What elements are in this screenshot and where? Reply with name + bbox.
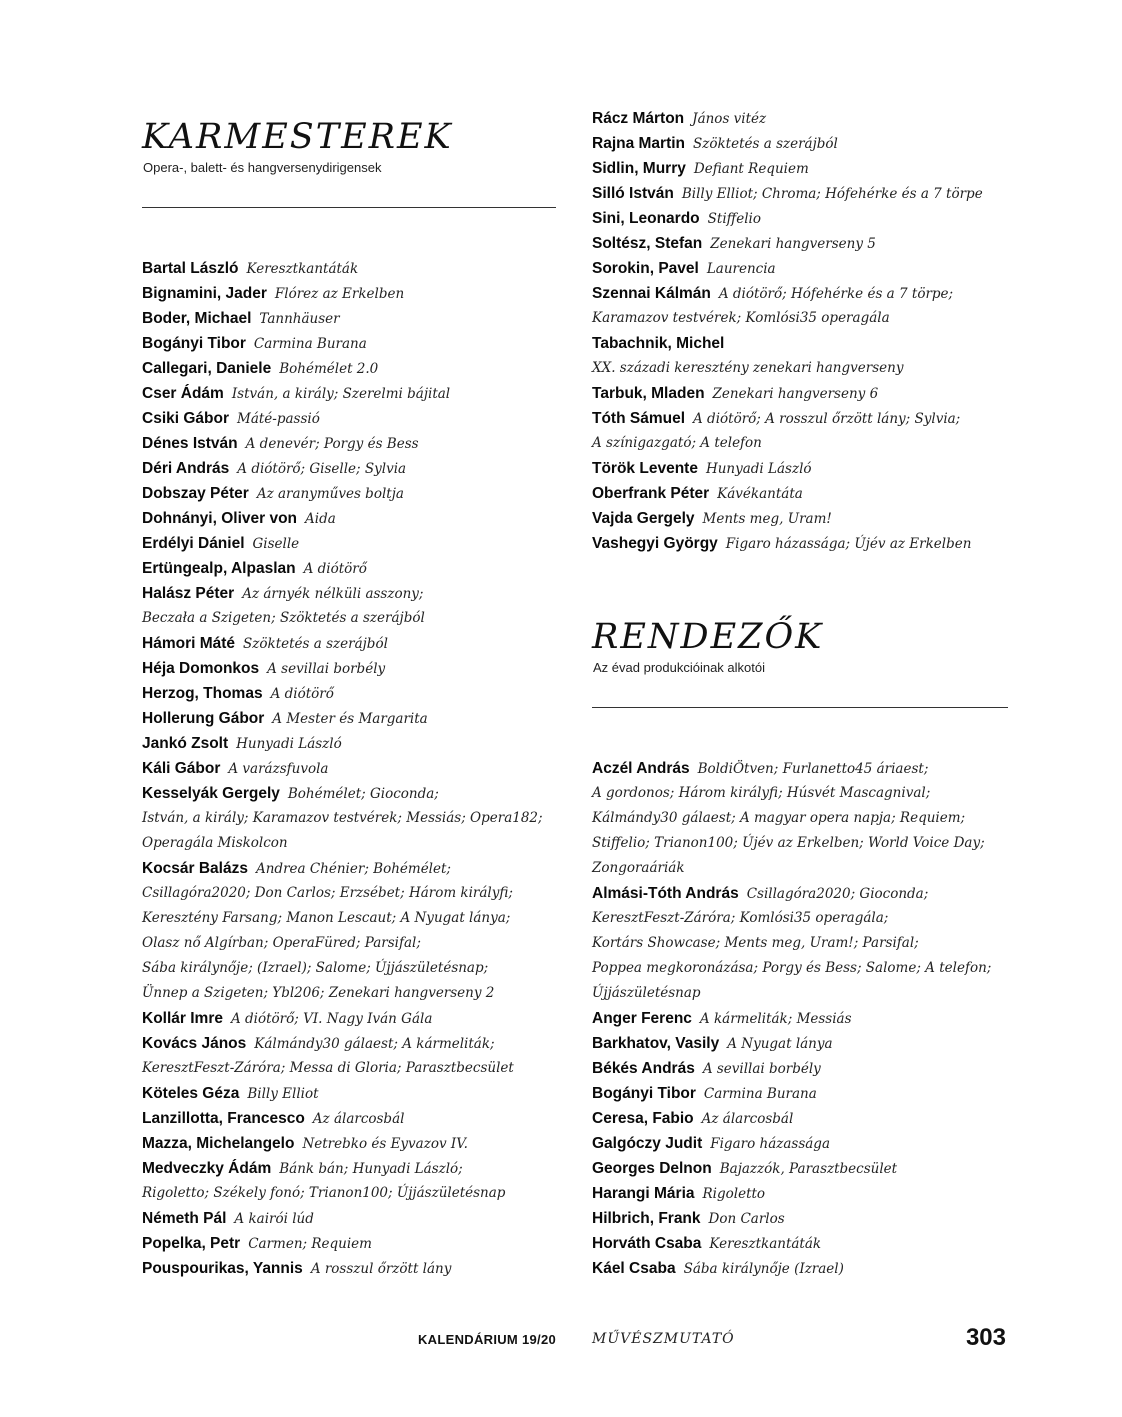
list-item	[142, 1206, 543, 1231]
list-item	[142, 331, 543, 356]
list-item	[142, 906, 543, 931]
list-item	[142, 1006, 543, 1031]
list-item	[142, 506, 543, 531]
list-item	[142, 1181, 543, 1206]
artist-name: Rajna Martin	[592, 135, 686, 152]
production-titles: A sevillai borbély	[267, 661, 386, 677]
list-item	[142, 956, 543, 981]
artist-name: Déri András	[142, 460, 230, 477]
production-titles: A diótörő; Giselle; Sylvia	[237, 461, 407, 477]
production-titles: Flórez az Erkelben	[274, 286, 405, 302]
production-titles: Poppea megkoronázása; Porgy és Bess; Salome; A telefon;	[592, 960, 992, 976]
production-titles: István, a király; Karamazov testvérek; Messiás; Opera182;	[142, 810, 543, 826]
production-titles: A varázsfuvola	[228, 761, 329, 777]
list-item	[592, 1106, 991, 1131]
artist-name: Káli Gábor	[142, 760, 221, 777]
list-item	[592, 306, 983, 331]
artist-name: Erdélyi Dániel	[142, 535, 245, 552]
list-item	[142, 406, 543, 431]
production-titles: Figaro házassága; Újév az Erkelben	[725, 536, 972, 552]
karmesterek-list-right	[592, 106, 983, 556]
production-titles: A diótörő; VI. Nagy Iván Gála	[230, 1011, 433, 1027]
production-titles: Giselle	[252, 536, 300, 552]
artist-name: Hámori Máté	[142, 635, 236, 652]
rendezok-list	[592, 756, 991, 1281]
artist-name: Georges Delnon	[592, 1160, 712, 1177]
artist-name: Dobszay Péter	[142, 485, 249, 502]
production-titles: Kortárs Showcase; Ments meg, Uram!; Parsifal;	[592, 935, 919, 951]
list-item	[142, 556, 543, 581]
production-titles: Keresztkantáták	[709, 1236, 822, 1252]
production-titles: Olasz nő Algírban; OperaFüred; Parsifal;	[142, 935, 421, 951]
artist-name: Tarbuk, Mladen	[592, 385, 705, 402]
artist-name: Héja Domonkos	[142, 660, 260, 677]
production-titles: KeresztFeszt-Záróra; Komlósi35 operagála;	[592, 910, 889, 926]
artist-name: Rácz Márton	[592, 110, 685, 127]
production-titles: A diótörő	[303, 561, 367, 577]
production-titles: Rigoletto; Székely fonó; Trianon100; Újjászületésnap	[142, 1185, 506, 1201]
artist-name: Csiki Gábor	[142, 410, 229, 427]
production-titles: Kálmándy30 gálaest; A kármeliták;	[254, 1036, 495, 1052]
list-item	[142, 531, 543, 556]
footer-magazine-title: KALENDÁRIUM 19/20	[417, 1332, 556, 1347]
production-titles: XX. századi keresztény zenekari hangverseny	[592, 360, 904, 376]
artist-name: Békés András	[592, 1060, 695, 1077]
list-item	[142, 356, 543, 381]
artist-name: Soltész, Stefan	[592, 235, 703, 252]
artist-name: Pouspourikas, Yannis	[142, 1260, 303, 1277]
artist-name: Anger Ferenc	[592, 1010, 692, 1027]
production-titles: A sevillai borbély	[702, 1061, 821, 1077]
list-item	[592, 231, 983, 256]
list-item	[592, 481, 983, 506]
production-titles: Bánk bán; Hunyadi László;	[279, 1161, 463, 1177]
list-item	[592, 181, 983, 206]
production-titles: Carmina Burana	[253, 336, 367, 352]
list-item	[592, 256, 983, 281]
list-item	[592, 981, 991, 1006]
list-item	[592, 931, 991, 956]
artist-name: Sini, Leonardo	[592, 210, 700, 227]
production-titles: Stiffelio	[707, 211, 761, 227]
artist-name: Medveczky Ádám	[142, 1160, 272, 1177]
artist-name: Sidlin, Murry	[592, 160, 686, 177]
list-item	[142, 1156, 543, 1181]
list-item	[592, 406, 983, 431]
list-item	[592, 1231, 991, 1256]
production-titles: Carmina Burana	[703, 1086, 817, 1102]
production-titles: Netrebko és Eyvazov IV.	[302, 1136, 468, 1152]
list-item	[592, 431, 983, 456]
artist-name: Szennai Kálmán	[592, 285, 711, 302]
list-item	[142, 1056, 543, 1081]
list-item	[592, 881, 991, 906]
artist-name: Bartal László	[142, 260, 239, 277]
production-titles: A színigazgató; A telefon	[592, 435, 762, 451]
artist-name: Dénes István	[142, 435, 238, 452]
list-item	[592, 1031, 991, 1056]
production-titles: Ments meg, Uram!	[702, 511, 832, 527]
artist-name: Köteles Géza	[142, 1085, 240, 1102]
list-item	[142, 1031, 543, 1056]
production-titles: Csillagóra2020; Gioconda;	[746, 886, 929, 902]
list-item	[592, 131, 983, 156]
artist-name: Sorokin, Pavel	[592, 260, 699, 277]
artist-name: Herzog, Thomas	[142, 685, 263, 702]
production-titles: Szöktetés a szerájból	[243, 636, 388, 652]
production-titles: A kármeliták; Messiás	[699, 1011, 852, 1027]
production-titles: Zenekari hangverseny 6	[712, 386, 879, 402]
production-titles: Carmen; Requiem	[248, 1236, 372, 1252]
list-item	[592, 456, 983, 481]
list-item	[592, 1256, 991, 1281]
production-titles: Billy Elliot	[247, 1086, 319, 1102]
list-item	[142, 256, 543, 281]
list-item	[592, 1081, 991, 1106]
artist-name: Cser Ádám	[142, 385, 224, 402]
list-item	[142, 1106, 543, 1131]
production-titles: Ünnep a Szigeten; Ybl206; Zenekari hangverseny 2	[142, 985, 495, 1001]
production-titles: A rosszul őrzött lány	[310, 1261, 452, 1277]
production-titles: A Nyugat lánya	[727, 1036, 833, 1052]
artist-name: Bogányi Tibor	[142, 335, 246, 352]
list-item	[142, 281, 543, 306]
production-titles: Sába királynője; (Izrael); Salome; Újjászületésnap;	[142, 960, 489, 976]
production-titles: Zongoraáriák	[592, 860, 685, 876]
list-item	[142, 781, 543, 806]
production-titles: A diótörő	[270, 686, 334, 702]
artist-name: Kesselyák Gergely	[142, 785, 280, 802]
production-titles: Billy Elliot; Chroma; Hófehérke és a 7 törpe	[681, 186, 983, 202]
list-item	[142, 481, 543, 506]
page-number: 303	[965, 1324, 1006, 1351]
list-item	[142, 1256, 543, 1281]
production-titles: Az álarcosbál	[312, 1111, 405, 1127]
list-item	[142, 1081, 543, 1106]
production-titles: Csillagóra2020; Don Carlos; Erzsébet; Három királyfi;	[142, 885, 513, 901]
artist-name: Silló István	[592, 185, 674, 202]
list-item	[142, 731, 543, 756]
production-titles: Don Carlos	[708, 1211, 785, 1227]
list-item	[592, 1006, 991, 1031]
production-titles: Újjászületésnap	[592, 985, 701, 1001]
list-item	[142, 606, 543, 631]
artist-name: Ceresa, Fabio	[592, 1110, 694, 1127]
artist-name: Jankó Zsolt	[142, 735, 229, 752]
artist-name: Popelka, Petr	[142, 1235, 241, 1252]
list-item	[142, 806, 543, 831]
artist-name: Barkhatov, Vasily	[592, 1035, 720, 1052]
artist-name: Boder, Michael	[142, 310, 252, 327]
list-item	[142, 581, 543, 606]
production-titles: Máté-passió	[237, 411, 320, 427]
artist-name: Mazza, Michelangelo	[142, 1135, 295, 1152]
artist-name: Káel Csaba	[592, 1260, 676, 1277]
artist-name: Callegari, Daniele	[142, 360, 272, 377]
artist-name: Vashegyi György	[592, 535, 718, 552]
production-titles: KeresztFeszt-Záróra; Messa di Gloria; Parasztbecsület	[142, 1060, 514, 1076]
artist-name: Hollerung Gábor	[142, 710, 265, 727]
production-titles: Hunyadi László	[705, 461, 812, 477]
list-item	[142, 1131, 543, 1156]
list-item	[142, 931, 543, 956]
footer-section-name: MŰVÉSZMUTATÓ	[592, 1331, 735, 1347]
list-item	[592, 1181, 991, 1206]
list-item	[592, 331, 983, 356]
production-titles: János vitéz	[692, 111, 767, 127]
production-titles: Sába királynője (Izrael)	[683, 1261, 844, 1277]
list-item	[592, 1056, 991, 1081]
production-titles: Bohémélet 2.0	[279, 361, 379, 377]
production-titles: Kálmándy30 gálaest; A magyar opera napja; Requiem;	[592, 810, 966, 826]
list-item	[592, 106, 983, 131]
list-item	[592, 156, 983, 181]
list-item	[142, 681, 543, 706]
list-item	[592, 531, 983, 556]
artist-name: Kovács János	[142, 1035, 247, 1052]
list-item	[592, 781, 991, 806]
production-titles: Stiffelio; Trianon100; Újév az Erkelben; World Voice Day;	[592, 835, 985, 851]
list-item	[592, 1206, 991, 1231]
artist-name: Németh Pál	[142, 1210, 227, 1227]
production-titles: Kávékantáta	[717, 486, 803, 502]
list-item	[592, 281, 983, 306]
artist-name: Kollár Imre	[142, 1010, 223, 1027]
artist-name: Bogányi Tibor	[592, 1085, 696, 1102]
artist-name: Hilbrich, Frank	[592, 1210, 701, 1227]
artist-name: Ertüngealp, Alpaslan	[142, 560, 296, 577]
production-titles: A denevér; Porgy és Bess	[245, 436, 419, 452]
production-titles: A kairói lúd	[234, 1211, 314, 1227]
list-item	[592, 206, 983, 231]
artist-name: Vajda Gergely	[592, 510, 695, 527]
karmesterek-divider	[142, 207, 556, 208]
list-item	[142, 981, 543, 1006]
artist-name: Kocsár Balázs	[142, 860, 248, 877]
list-item	[592, 381, 983, 406]
list-item	[592, 856, 991, 881]
production-titles: Andrea Chénier; Bohémélet;	[255, 861, 451, 877]
list-item	[592, 831, 991, 856]
production-titles: Beczała a Szigeten; Szöktetés a szerájból	[142, 610, 425, 626]
production-titles: A diótörő; A rosszul őrzött lány; Sylvia;	[693, 411, 961, 427]
production-titles: Keresztkantáták	[246, 261, 359, 277]
production-titles: Operagála Miskolcon	[142, 835, 288, 851]
page-footer	[0, 1326, 1122, 1356]
karmesterek-title: KARMESTEREK	[142, 117, 453, 157]
production-titles: A gordonos; Három királyfi; Húsvét Mascagnival;	[592, 785, 931, 801]
production-titles: A Mester és Margarita	[272, 711, 428, 727]
production-titles: Az árnyék nélküli asszony;	[242, 586, 424, 602]
list-item	[592, 356, 983, 381]
artist-name: Horváth Csaba	[592, 1235, 702, 1252]
list-item	[142, 431, 543, 456]
artist-name: Oberfrank Péter	[592, 485, 710, 502]
production-titles: Az aranyműves boltja	[256, 486, 404, 502]
list-item	[592, 756, 991, 781]
list-item	[142, 881, 543, 906]
rendezok-divider	[592, 707, 1008, 708]
karmesterek-subtitle: Opera-, balett- és hangversenydirigensek	[143, 160, 382, 175]
production-titles: Bohémélet; Gioconda;	[287, 786, 439, 802]
artist-name: Aczél András	[592, 760, 690, 777]
production-titles: Keresztény Farsang; Manon Lescaut; A Nyugat lánya;	[142, 910, 511, 926]
production-titles: Zenekari hangverseny 5	[710, 236, 876, 252]
production-titles: BoldiÖtven; Furlanetto45 áriaest;	[697, 761, 929, 777]
rendezok-header	[592, 617, 1010, 677]
artist-name: Lanzillotta, Francesco	[142, 1110, 305, 1127]
list-item	[142, 706, 543, 731]
artist-name: Török Levente	[592, 460, 698, 477]
production-titles: István, a király; Szerelmi bájital	[231, 386, 451, 402]
artist-name: Tabachnik, Michel	[592, 335, 725, 352]
list-item	[142, 831, 543, 856]
list-item	[592, 1131, 991, 1156]
artist-name: Dohnányi, Oliver von	[142, 510, 298, 527]
production-titles: Defiant Requiem	[693, 161, 809, 177]
artist-name: Galgóczy Judit	[592, 1135, 703, 1152]
production-titles: Laurencia	[706, 261, 776, 277]
production-titles: Az álarcosbál	[701, 1111, 794, 1127]
list-item	[142, 631, 543, 656]
production-titles: A diótörő; Hófehérke és a 7 törpe;	[718, 286, 954, 302]
production-titles: Rigoletto	[702, 1186, 766, 1202]
karmesterek-header	[142, 117, 558, 177]
artist-name: Halász Péter	[142, 585, 235, 602]
list-item	[592, 956, 991, 981]
list-item	[142, 856, 543, 881]
list-item	[592, 506, 983, 531]
rendezok-subtitle: Az évad produkcióinak alkotói	[593, 660, 765, 675]
production-titles: Figaro házassága	[710, 1136, 830, 1152]
list-item	[592, 1156, 991, 1181]
list-item	[592, 906, 991, 931]
list-item	[142, 306, 543, 331]
list-item	[142, 1231, 543, 1256]
artist-name: Harangi Mária	[592, 1185, 695, 1202]
production-titles: Hunyadi László	[236, 736, 342, 752]
list-item	[142, 381, 543, 406]
list-item	[142, 656, 543, 681]
artist-name: Bignamini, Jader	[142, 285, 267, 302]
karmesterek-list-left	[142, 256, 543, 1281]
production-titles: Tannhäuser	[259, 311, 340, 327]
production-titles: Szöktetés a szerájból	[693, 136, 838, 152]
artist-name: Almási-Tóth András	[592, 885, 739, 902]
rendezok-title: RENDEZŐK	[592, 617, 824, 657]
artist-name: Tóth Sámuel	[592, 410, 686, 427]
list-item	[142, 456, 543, 481]
production-titles: Bajazzók, Parasztbecsület	[719, 1161, 898, 1177]
list-item	[592, 806, 991, 831]
list-item	[142, 756, 543, 781]
production-titles: Aida	[305, 511, 336, 527]
production-titles: Karamazov testvérek; Komlósi35 operagála	[592, 310, 890, 326]
